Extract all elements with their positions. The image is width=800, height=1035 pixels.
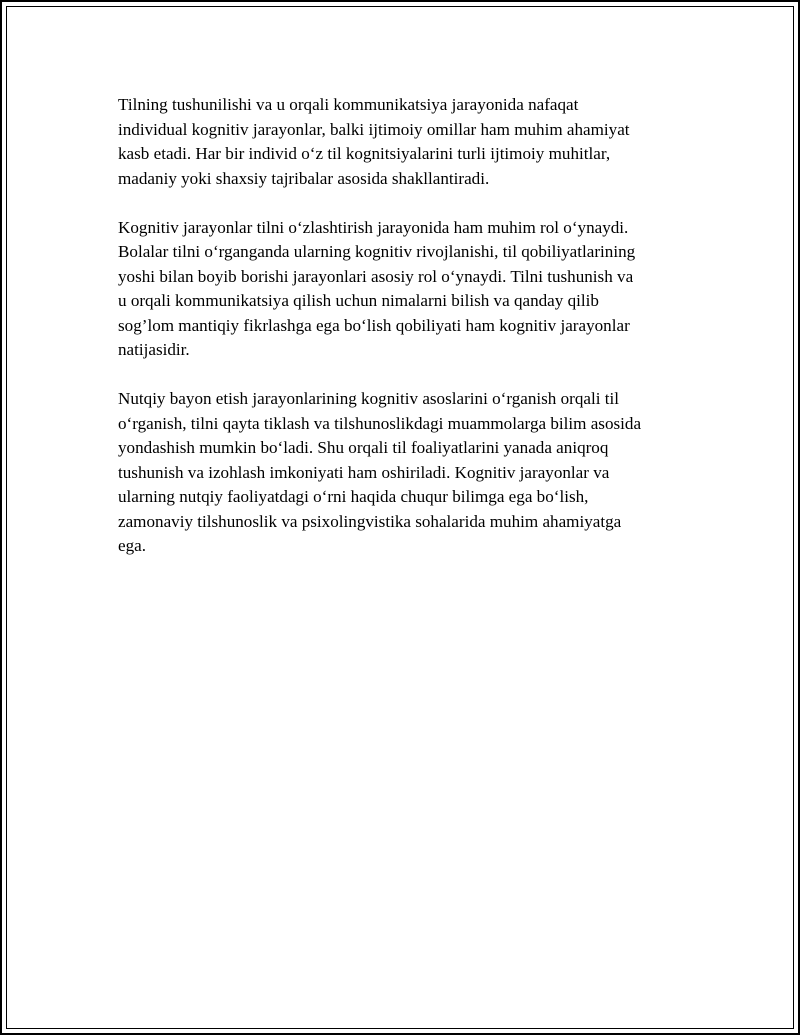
paragraph-1: Tilning tushunilishi va u orqali kommunikatsiya jarayonida nafaqat individual kognitiv jarayonlar, balki ijtimoiy omillar ham muhim ahamiyat kasb etadi. Har bir individ o‘z til kognitsiyalarini turli ijtimoiy muhitlar, madaniy yoki shaxsiy tajribalar asosida shakllantiradi. [118, 95, 630, 188]
paragraph-3: Nutqiy bayon etish jarayonlarining kognitiv asoslarini o‘rganish orqali til o‘rganish, tilni qayta tiklash va tilshunoslikdagi muammolarga bilim asosida yondashish mumkin bo‘ladi. Shu orqali til foaliyatlarini yanada aniqroq tushunish va izohlash imkoniyati ham oshiriladi. Kognitiv jarayonlar va ularning nutqiy faoliyatdagi o‘rni haqida chuqur bilimga ega bo‘lish, zamonaviy tilshunoslik va psixolingvistika sohalarida muhim ahamiyatga ega. [118, 389, 642, 555]
paragraph-2: Kognitiv jarayonlar tilni o‘zlashtirish jarayonida ham muhim rol o‘ynaydi. Bolalar tilni o‘rganganda ularning kognitiv rivojlanishi, til qobiliyatlarining yoshi bilan boyib borishi jarayonlari asosiy rol o‘ynaydi. Tilni tushunish va u orqali kommunikatsiya qilish uchun nimalarni bilish va qanday qilib sog’lom mantiqiy fikrlashga ega bo‘lish qobiliyati ham kognitiv jarayonlar natijasidir. [118, 217, 636, 359]
document-body [118, 93, 698, 583]
